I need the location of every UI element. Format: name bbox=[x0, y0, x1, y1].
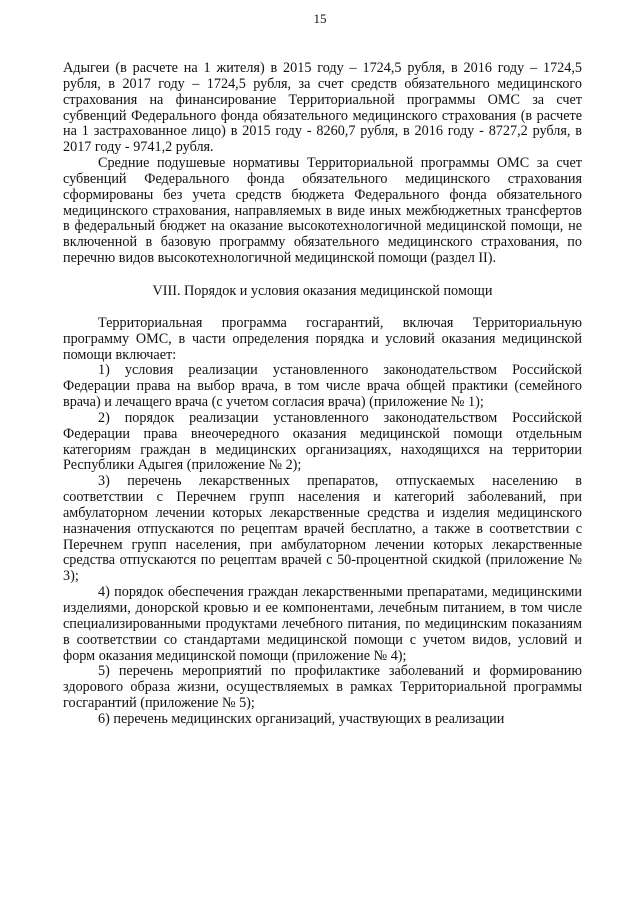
list-item-3: 3) перечень лекарственных препаратов, отпускаемых населению в соответствии с Перечнем групп населения и категорий заболеваний, при амбулаторном лечении которых лекарственные средства и изделия медицинского назначения отпускаются по рецептам врачей бесплатно, а также в соответствии с Перечнем групп населения, при амбулаторном лечении которых лекарственные средства отпускаются по рецептам врачей с 50-процентной скидкой (приложение № 3); bbox=[63, 473, 582, 585]
list-item-5: 5) перечень мероприятий по профилактике заболеваний и формированию здорового образа жизни, осуществляемых в рамках Территориальной программы госгарантий (приложение № 5); bbox=[63, 663, 582, 712]
list-item-1: 1) условия реализации установленного законодательством Российской Федерации права на выбор врача, в том числе врача общей практики (семейного врача) и лечащего врача (с учетом согласия врача) (приложение № 1); bbox=[63, 362, 582, 411]
paragraph-intro: Территориальная программа госгарантий, включая Территориальную программу ОМС, в части определения порядка и условий оказания медицинской помощи включает: bbox=[63, 314, 582, 363]
document-body bbox=[63, 61, 582, 728]
list-item-6: 6) перечень медицинских организаций, участвующих в реализации bbox=[98, 710, 505, 727]
list-item-4: 4) порядок обеспечения граждан лекарственными препаратами, медицинскими изделиями, донорской кровью и ее компонентами, лечебным питанием, в том числе специализированными продуктами лечебного питания, по медицинским показаниям в соответствии со стандартами медицинской помощи с учетом видов, условий и форм оказания медицинской помощи (приложение № 4); bbox=[63, 584, 582, 664]
list-item-2: 2) порядок реализации установленного законодательством Российской Федерации права внеочередного оказания медицинской помощи отдельным категориям граждан в медицинских организациях, находящихся на территории Республики Адыгея (приложение № 2); bbox=[63, 409, 582, 474]
section-heading: VIII. Порядок и условия оказания медицинской помощи bbox=[152, 282, 493, 299]
page-number: 15 bbox=[313, 11, 327, 26]
paragraph-per-capita-norms: Средние подушевые нормативы Территориальной программы ОМС за счет субвенций Федерального фонда обязательного медицинского страхования сформированы без учета средств бюджета Федерального фонда обязательного медицинского страхования, направляемых в виде иных межбюджетных трансфертов в федеральный бюджет на оказание высокотехнологичной медицинской помощи, не включенной в базовую программу обязательного медицинского страхования, по перечню видов высокотехнологичной медицинской помощи (раздел II). bbox=[63, 155, 582, 267]
paragraph-funding-norms: Адыгеи (в расчете на 1 жителя) в 2015 году – 1724,5 рубля, в 2016 году – 1724,5 рубля, в 2017 году – 1724,5 рубля, за счет средств обязательного медицинского страхования на финансирование Территориальной программы ОМС за счет субвенций Федерального фонда обязательного медицинского страхования (в расчете на 1 застрахованное лицо) в 2015 году - 8260,7 рубля, в 2016 году - 8727,2 рубля, в 2017 году - 9741,2 рубля. bbox=[63, 60, 582, 156]
